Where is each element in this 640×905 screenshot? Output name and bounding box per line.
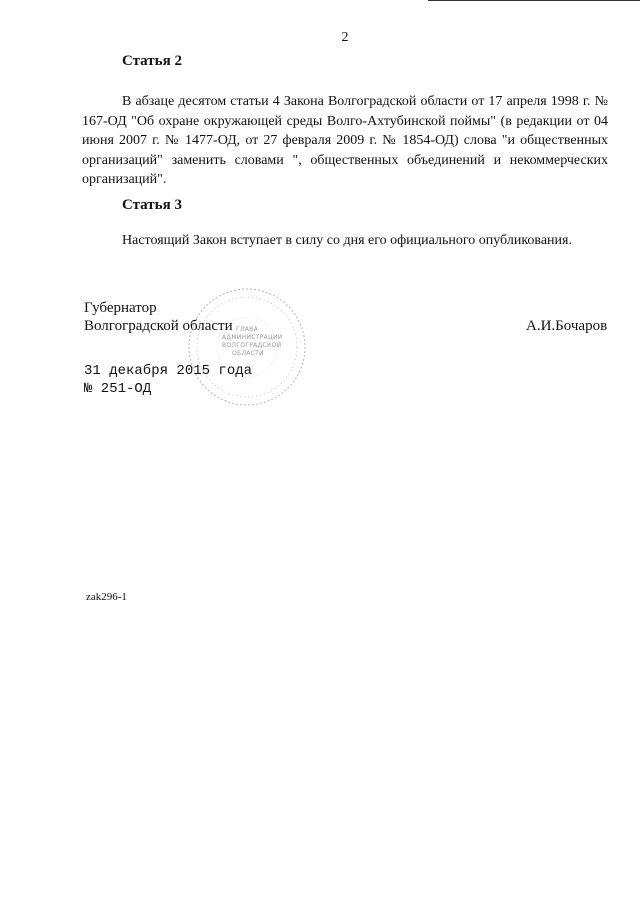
top-border-line (428, 0, 640, 1)
seal-text-line: ГЛАВА (236, 326, 258, 333)
seal-text-line: ОБЛАСТИ (232, 350, 264, 357)
document-code: zak296-1 (86, 591, 127, 603)
page-number: 2 (341, 30, 349, 45)
seal-text-line: АДМИНИСТРАЦИИ (222, 334, 283, 341)
article-3-heading: Статья 3 (122, 197, 182, 213)
article-2-text: В абзаце десятом статьи 4 Закона Волгоградской области от 17 апреля 1998 г. № 167-ОД "Об охране окружающей среды Волго-Ахтубинской поймы" (в редакции от 04 июня 2007 г. № 1477-ОД, от 27 февраля 2009 г. № 1854-ОД) слова "и общественных организаций" заменить словами ", общественных объединений и некоммерческих организаций". (82, 94, 608, 187)
signatory-name: А.И.Бочаров (526, 318, 608, 334)
article-3-text: Настоящий Закон вступает в силу со дня его официального опубликования. (122, 233, 572, 248)
law-number: № 251-ОД (84, 381, 152, 397)
signatory-title: Губернатор (84, 300, 157, 316)
seal-text-line: ВОЛГОГРАДСКОЙ (222, 342, 282, 349)
signatory-region: Волгоградской области (84, 318, 233, 334)
article-2-heading: Статья 2 (122, 53, 182, 69)
law-date: 31 декабря 2015 года (84, 363, 253, 379)
